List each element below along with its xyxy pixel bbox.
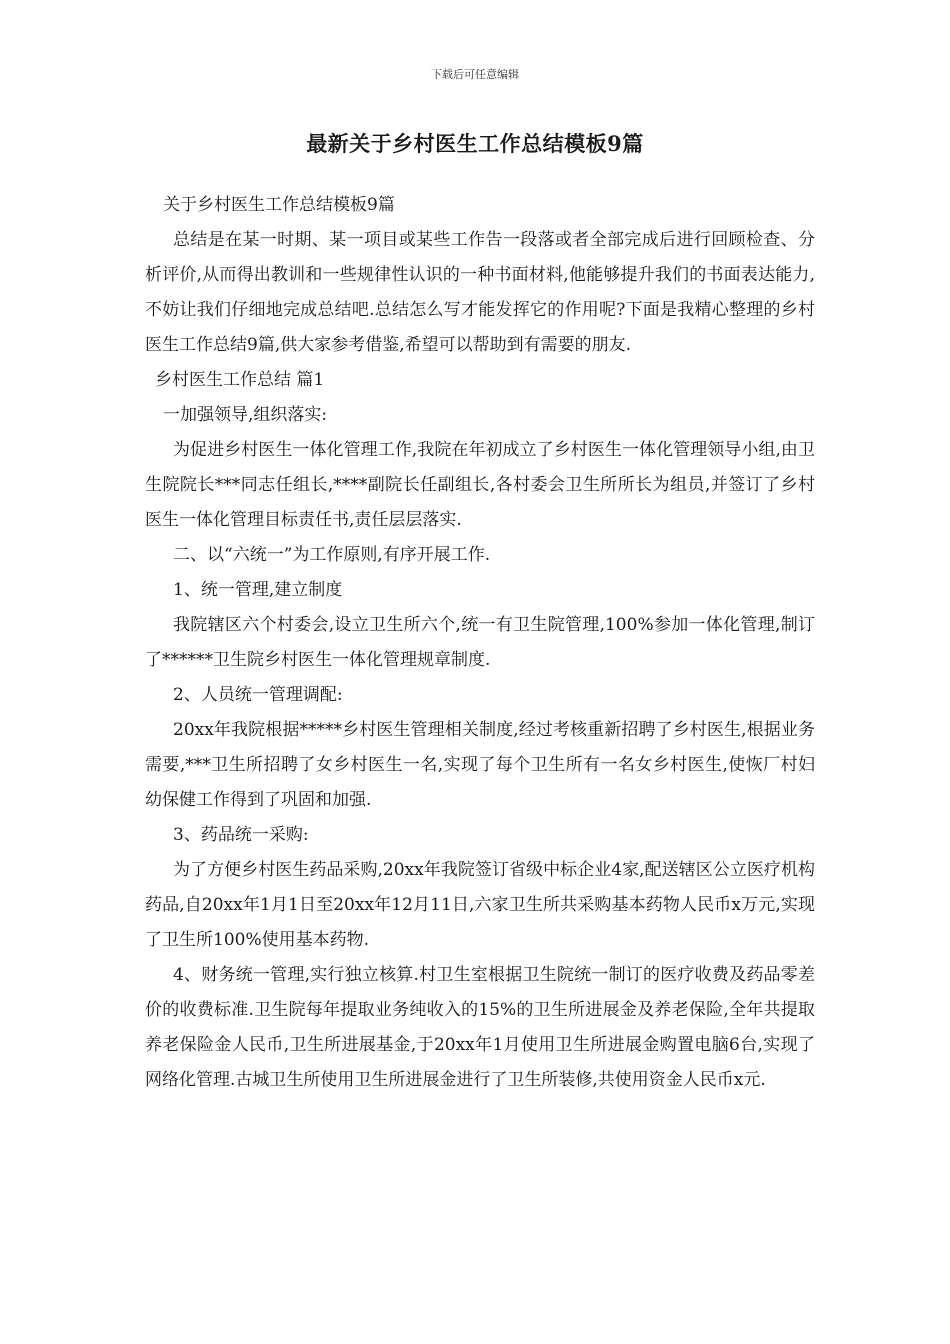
item-heading-2: 二、以“六统一”为工作原则,有序开展工作. <box>173 545 491 565</box>
body-paragraph-3: 20xx年我院根据*****乡村医生管理相关制度,经过考核重新招聘了乡村医生,根据业务需要,***卫生所招聘了女乡村医生一名,实现了每个卫生所有一名女乡村医生,使恢厂村妇幼保健工作得到了巩固和加强. <box>145 720 815 810</box>
subtitle-paragraph: 关于乡村医生工作总结模板9篇 <box>163 195 395 215</box>
sub-heading-2: 2、人员统一管理调配: <box>173 685 343 705</box>
body-paragraph-5: 4、财务统一管理,实行独立核算.村卫生室根据卫生院统一制订的医疗收费及药品零差价的收费标准.卫生院每年提取业务纯收入的15%的卫生所进展金及养老保险,全年共提取养老保险金人民币,卫生所进展基金,于20xx年1月使用卫生所进展金购置电脑6台,实现了网络化管理.古城卫生所使用卫生所进展金进行了卫生所装修,共使用资金人民币x元. <box>145 965 815 1090</box>
body-paragraph-2: 我院辖区六个村委会,设立卫生所六个,统一有卫生院管理,100%参加一体化管理,制订了******卫生院乡村医生一体化管理规章制度. <box>145 615 815 670</box>
document-title: 最新关于乡村医生工作总结模板9篇 <box>306 131 644 156</box>
body-paragraph-1: 为促进乡村医生一体化管理工作,我院在年初成立了乡村医生一体化管理领导小组,由卫生院院长***同志任组长,****副院长任副组长,各村委会卫生所所长为组员,并签订了乡村医生一体化管理目标责任书,责任层层落实. <box>145 440 815 530</box>
item-heading-1: 一加强领导,组织落实: <box>163 405 328 425</box>
document-body <box>145 188 815 1098</box>
body-paragraph-4: 为了方便乡村医生药品采购,20xx年我院签订省级中标企业4家,配送辖区公立医疗机构药品,自20xx年1月1日至20xx年12月11日,六家卫生所共采购基本药物人民币x万元,实现了卫生所100%使用基本药物. <box>145 860 815 950</box>
section-heading: 乡村医生工作总结 篇1 <box>155 370 325 390</box>
intro-paragraph: 总结是在某一时期、某一项目或某些工作告一段落或者全部完成后进行回顾检查、分析评价,从而得出教训和一些规律性认识的一种书面材料,他能够提升我们的书面表达能力,不妨让我们仔细地完成总结吧.总结怎么写才能发挥它的作用呢?下面是我精心整理的乡村医生工作总结9篇,供大家参考借鉴,希望可以帮助到有需要的朋友. <box>145 230 815 355</box>
header-note: 下载后可任意编辑 <box>431 68 519 81</box>
sub-heading-1: 1、统一管理,建立制度 <box>173 580 343 600</box>
sub-heading-3: 3、药品统一采购: <box>173 825 309 845</box>
